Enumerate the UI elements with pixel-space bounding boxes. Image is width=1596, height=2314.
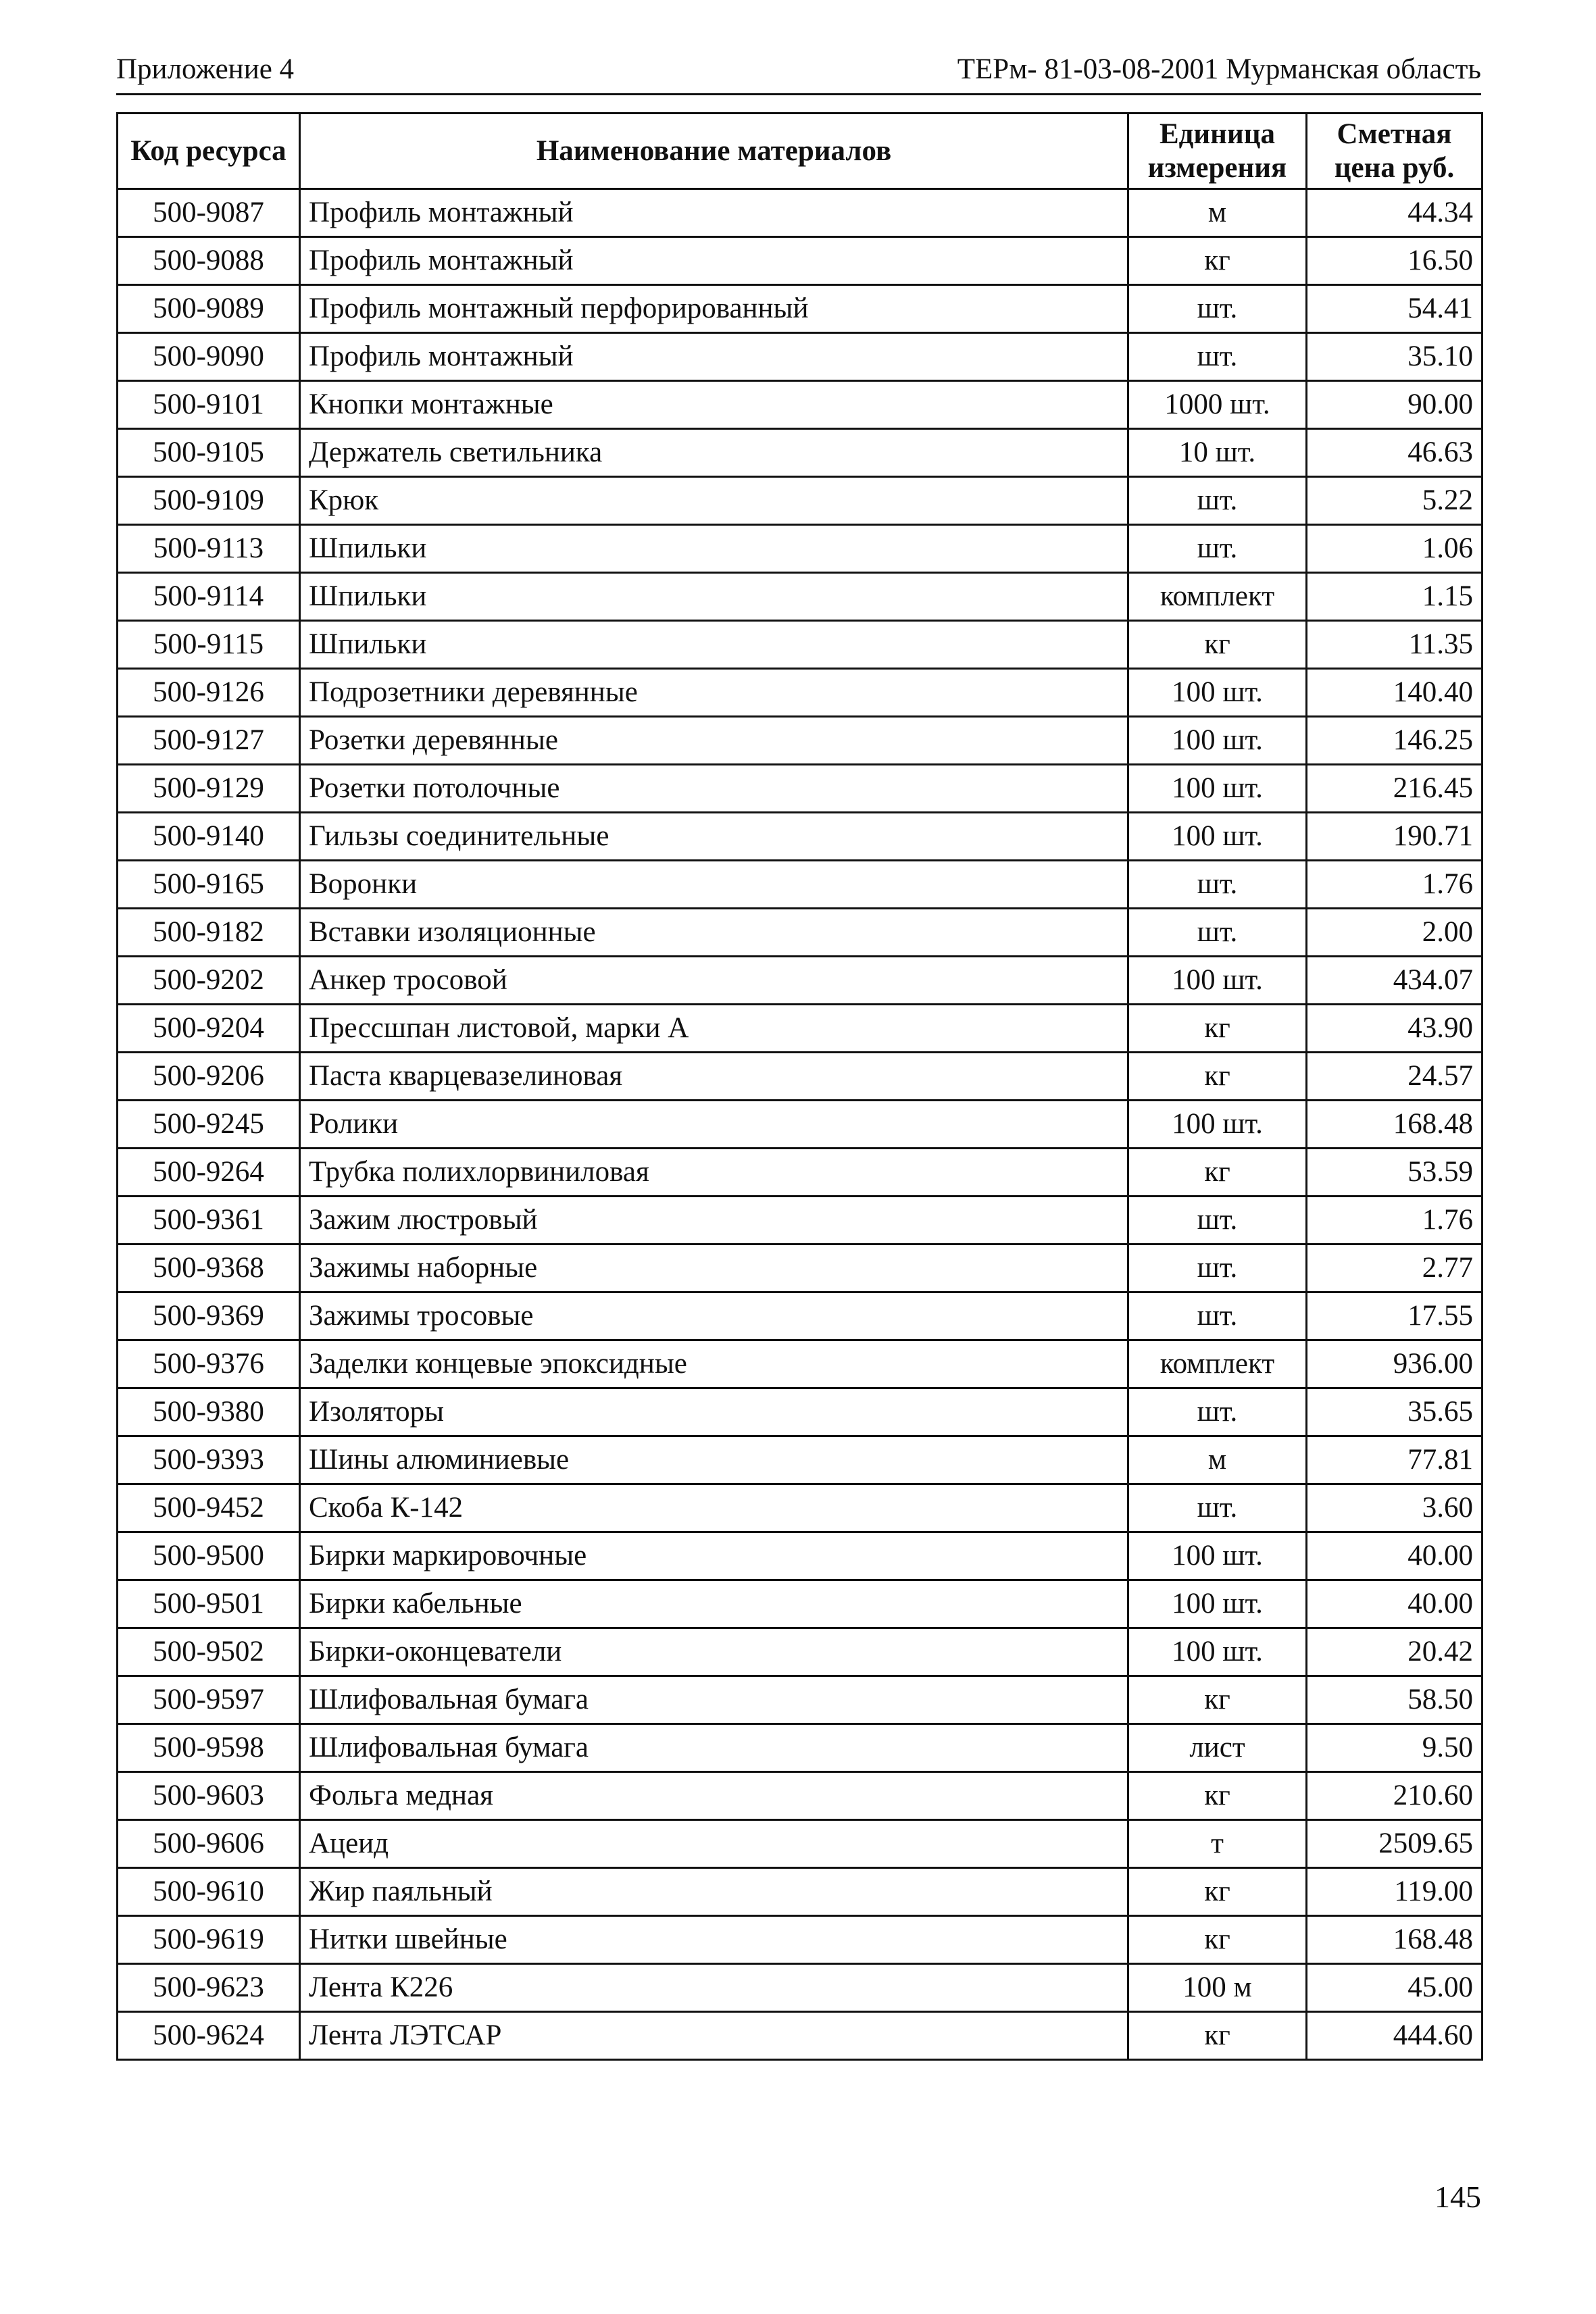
table-row xyxy=(118,237,1482,285)
cell-unit: шт. xyxy=(1128,477,1307,525)
cell-unit: 100 шт. xyxy=(1128,1580,1307,1628)
table-row xyxy=(118,1053,1482,1101)
cell-price: 17.55 xyxy=(1307,1292,1482,1340)
cell-name: Шины алюминиевые xyxy=(300,1436,1128,1484)
cell-unit: кг xyxy=(1128,1149,1307,1197)
table-header-row xyxy=(118,114,1482,189)
cell-code: 500-9126 xyxy=(118,669,300,717)
table-row xyxy=(118,2012,1482,2060)
cell-name: Шлифовальная бумага xyxy=(300,1724,1128,1772)
table-row xyxy=(118,1484,1482,1532)
cell-name: Шпильки xyxy=(300,621,1128,669)
table-row xyxy=(118,1676,1482,1724)
column-header-price-line1: Сметная xyxy=(1337,118,1452,150)
cell-price: 3.60 xyxy=(1307,1484,1482,1532)
table-row xyxy=(118,1724,1482,1772)
cell-name: Подрозетники деревянные xyxy=(300,669,1128,717)
table-row xyxy=(118,429,1482,477)
cell-code: 500-9113 xyxy=(118,525,300,573)
cell-price: 40.00 xyxy=(1307,1580,1482,1628)
column-header-unit-line2: измерения xyxy=(1147,151,1287,184)
table-row xyxy=(118,189,1482,237)
cell-code: 500-9090 xyxy=(118,333,300,381)
cell-name: Гильзы соединительные xyxy=(300,813,1128,861)
cell-unit: 100 м xyxy=(1128,1964,1307,2012)
cell-unit: комплект xyxy=(1128,1340,1307,1388)
cell-unit: кг xyxy=(1128,2012,1307,2060)
cell-price: 11.35 xyxy=(1307,621,1482,669)
table-row xyxy=(118,1772,1482,1820)
cell-name: Воронки xyxy=(300,861,1128,909)
cell-unit: т xyxy=(1128,1820,1307,1868)
cell-unit: 100 шт. xyxy=(1128,957,1307,1005)
table-row xyxy=(118,765,1482,813)
cell-code: 500-9264 xyxy=(118,1149,300,1197)
document-reference: ТЕРм- 81-03-08-2001 Мурманская область xyxy=(957,53,1481,85)
cell-code: 500-9606 xyxy=(118,1820,300,1868)
cell-price: 190.71 xyxy=(1307,813,1482,861)
cell-price: 16.50 xyxy=(1307,237,1482,285)
cell-name: Шлифовальная бумага xyxy=(300,1676,1128,1724)
table-row xyxy=(118,957,1482,1005)
table-row xyxy=(118,669,1482,717)
table-header xyxy=(118,114,1482,189)
cell-name: Жир паяльный xyxy=(300,1868,1128,1916)
cell-code: 500-9368 xyxy=(118,1244,300,1292)
cell-price: 90.00 xyxy=(1307,381,1482,429)
cell-unit: кг xyxy=(1128,1916,1307,1964)
table-row xyxy=(118,1197,1482,1244)
cell-code: 500-9129 xyxy=(118,765,300,813)
cell-unit: шт. xyxy=(1128,525,1307,573)
cell-unit: 100 шт. xyxy=(1128,1101,1307,1149)
cell-price: 216.45 xyxy=(1307,765,1482,813)
cell-name: Фольга медная xyxy=(300,1772,1128,1820)
cell-price: 2.00 xyxy=(1307,909,1482,957)
cell-name: Бирки маркировочные xyxy=(300,1532,1128,1580)
cell-code: 500-9114 xyxy=(118,573,300,621)
cell-code: 500-9597 xyxy=(118,1676,300,1724)
cell-name: Ацеид xyxy=(300,1820,1128,1868)
table-row xyxy=(118,909,1482,957)
table-row xyxy=(118,717,1482,765)
cell-code: 500-9101 xyxy=(118,381,300,429)
cell-price: 1.76 xyxy=(1307,861,1482,909)
cell-price: 46.63 xyxy=(1307,429,1482,477)
cell-name: Заделки концевые эпоксидные xyxy=(300,1340,1128,1388)
column-header-code: Код ресурса xyxy=(118,114,300,189)
cell-price: 2509.65 xyxy=(1307,1820,1482,1868)
cell-price: 1.76 xyxy=(1307,1197,1482,1244)
cell-price: 53.59 xyxy=(1307,1149,1482,1197)
table-row xyxy=(118,1005,1482,1053)
cell-name: Держатель светильника xyxy=(300,429,1128,477)
cell-unit: 100 шт. xyxy=(1128,1532,1307,1580)
cell-price: 444.60 xyxy=(1307,2012,1482,2060)
cell-unit: шт. xyxy=(1128,1244,1307,1292)
cell-price: 77.81 xyxy=(1307,1436,1482,1484)
cell-code: 500-9619 xyxy=(118,1916,300,1964)
cell-name: Крюк xyxy=(300,477,1128,525)
cell-code: 500-9610 xyxy=(118,1868,300,1916)
column-header-price xyxy=(1307,114,1482,189)
cell-code: 500-9361 xyxy=(118,1197,300,1244)
column-header-price-line2: цена руб. xyxy=(1334,151,1455,184)
cell-price: 35.65 xyxy=(1307,1388,1482,1436)
cell-name: Шпильки xyxy=(300,573,1128,621)
cell-unit: шт. xyxy=(1128,333,1307,381)
cell-code: 500-9501 xyxy=(118,1580,300,1628)
cell-price: 936.00 xyxy=(1307,1340,1482,1388)
cell-price: 119.00 xyxy=(1307,1868,1482,1916)
cell-name: Вставки изоляционные xyxy=(300,909,1128,957)
cell-unit: 1000 шт. xyxy=(1128,381,1307,429)
cell-unit: кг xyxy=(1128,1772,1307,1820)
cell-name: Розетки деревянные xyxy=(300,717,1128,765)
cell-name: Лента К226 xyxy=(300,1964,1128,2012)
cell-code: 500-9380 xyxy=(118,1388,300,1436)
cell-price: 168.48 xyxy=(1307,1916,1482,1964)
cell-price: 1.06 xyxy=(1307,525,1482,573)
cell-unit: кг xyxy=(1128,1053,1307,1101)
cell-code: 500-9165 xyxy=(118,861,300,909)
cell-name: Анкер тросовой xyxy=(300,957,1128,1005)
page-header xyxy=(116,49,1481,91)
cell-name: Профиль монтажный перфорированный xyxy=(300,285,1128,333)
cell-name: Прессшпан листовой, марки А xyxy=(300,1005,1128,1053)
column-header-name: Наименование материалов xyxy=(300,114,1128,189)
table-row xyxy=(118,1388,1482,1436)
column-header-unit-line1: Единица xyxy=(1159,118,1276,150)
cell-code: 500-9206 xyxy=(118,1053,300,1101)
cell-price: 434.07 xyxy=(1307,957,1482,1005)
page-number: 145 xyxy=(1435,2180,1481,2214)
table-row xyxy=(118,333,1482,381)
cell-name: Трубка полихлорвиниловая xyxy=(300,1149,1128,1197)
cell-unit: шт. xyxy=(1128,1197,1307,1244)
materials-table xyxy=(116,112,1483,2061)
cell-unit: м xyxy=(1128,189,1307,237)
cell-name: Изоляторы xyxy=(300,1388,1128,1436)
table-body xyxy=(118,189,1482,2060)
cell-unit: 10 шт. xyxy=(1128,429,1307,477)
cell-price: 168.48 xyxy=(1307,1101,1482,1149)
cell-name: Профиль монтажный xyxy=(300,333,1128,381)
cell-name: Розетки потолочные xyxy=(300,765,1128,813)
cell-price: 9.50 xyxy=(1307,1724,1482,1772)
table-row xyxy=(118,861,1482,909)
table-row xyxy=(118,1580,1482,1628)
cell-unit: кг xyxy=(1128,1676,1307,1724)
table-row xyxy=(118,1628,1482,1676)
cell-name: Шпильки xyxy=(300,525,1128,573)
cell-unit: кг xyxy=(1128,237,1307,285)
cell-code: 500-9376 xyxy=(118,1340,300,1388)
cell-unit: шт. xyxy=(1128,909,1307,957)
cell-unit: 100 шт. xyxy=(1128,669,1307,717)
cell-price: 54.41 xyxy=(1307,285,1482,333)
table-row xyxy=(118,285,1482,333)
cell-unit: кг xyxy=(1128,1005,1307,1053)
cell-price: 146.25 xyxy=(1307,717,1482,765)
cell-code: 500-9182 xyxy=(118,909,300,957)
cell-name: Профиль монтажный xyxy=(300,237,1128,285)
cell-name: Паста кварцевазелиновая xyxy=(300,1053,1128,1101)
cell-code: 500-9202 xyxy=(118,957,300,1005)
cell-code: 500-9089 xyxy=(118,285,300,333)
cell-name: Бирки-оконцеватели xyxy=(300,1628,1128,1676)
table-row xyxy=(118,621,1482,669)
cell-name: Бирки кабельные xyxy=(300,1580,1128,1628)
cell-name: Зажимы тросовые xyxy=(300,1292,1128,1340)
cell-name: Нитки швейные xyxy=(300,1916,1128,1964)
cell-name: Зажим люстровый xyxy=(300,1197,1128,1244)
table-row xyxy=(118,477,1482,525)
table-row xyxy=(118,1340,1482,1388)
cell-price: 2.77 xyxy=(1307,1244,1482,1292)
table-row xyxy=(118,813,1482,861)
cell-price: 58.50 xyxy=(1307,1676,1482,1724)
cell-unit: 100 шт. xyxy=(1128,813,1307,861)
cell-unit: комплект xyxy=(1128,573,1307,621)
table-row xyxy=(118,1964,1482,2012)
cell-unit: шт. xyxy=(1128,861,1307,909)
cell-price: 35.10 xyxy=(1307,333,1482,381)
cell-code: 500-9369 xyxy=(118,1292,300,1340)
cell-code: 500-9109 xyxy=(118,477,300,525)
cell-code: 500-9623 xyxy=(118,1964,300,2012)
cell-unit: 100 шт. xyxy=(1128,717,1307,765)
cell-name: Скоба К-142 xyxy=(300,1484,1128,1532)
cell-code: 500-9598 xyxy=(118,1724,300,1772)
table-row xyxy=(118,525,1482,573)
table-row xyxy=(118,1101,1482,1149)
cell-name: Профиль монтажный xyxy=(300,189,1128,237)
header-divider xyxy=(116,93,1481,95)
cell-name: Лента ЛЭТСАР xyxy=(300,2012,1128,2060)
cell-code: 500-9500 xyxy=(118,1532,300,1580)
cell-code: 500-9624 xyxy=(118,2012,300,2060)
cell-code: 500-9502 xyxy=(118,1628,300,1676)
table-row xyxy=(118,1292,1482,1340)
table-row xyxy=(118,1532,1482,1580)
table-row xyxy=(118,1916,1482,1964)
cell-price: 210.60 xyxy=(1307,1772,1482,1820)
cell-unit: 100 шт. xyxy=(1128,1628,1307,1676)
cell-unit: кг xyxy=(1128,1868,1307,1916)
table-row xyxy=(118,1149,1482,1197)
cell-price: 45.00 xyxy=(1307,1964,1482,2012)
cell-price: 5.22 xyxy=(1307,477,1482,525)
cell-unit: лист xyxy=(1128,1724,1307,1772)
appendix-label: Приложение 4 xyxy=(116,53,295,85)
table-row xyxy=(118,1436,1482,1484)
cell-code: 500-9204 xyxy=(118,1005,300,1053)
cell-code: 500-9603 xyxy=(118,1772,300,1820)
cell-unit: шт. xyxy=(1128,285,1307,333)
cell-price: 140.40 xyxy=(1307,669,1482,717)
cell-code: 500-9393 xyxy=(118,1436,300,1484)
cell-unit: шт. xyxy=(1128,1292,1307,1340)
cell-code: 500-9140 xyxy=(118,813,300,861)
cell-unit: шт. xyxy=(1128,1484,1307,1532)
cell-code: 500-9452 xyxy=(118,1484,300,1532)
table-row xyxy=(118,1868,1482,1916)
cell-price: 43.90 xyxy=(1307,1005,1482,1053)
cell-unit: кг xyxy=(1128,621,1307,669)
cell-code: 500-9127 xyxy=(118,717,300,765)
cell-price: 44.34 xyxy=(1307,189,1482,237)
table-row xyxy=(118,381,1482,429)
table-row xyxy=(118,1244,1482,1292)
cell-code: 500-9088 xyxy=(118,237,300,285)
cell-name: Зажимы наборные xyxy=(300,1244,1128,1292)
cell-code: 500-9087 xyxy=(118,189,300,237)
cell-price: 40.00 xyxy=(1307,1532,1482,1580)
cell-code: 500-9115 xyxy=(118,621,300,669)
cell-unit: шт. xyxy=(1128,1388,1307,1436)
cell-price: 1.15 xyxy=(1307,573,1482,621)
cell-price: 20.42 xyxy=(1307,1628,1482,1676)
cell-code: 500-9245 xyxy=(118,1101,300,1149)
cell-unit: 100 шт. xyxy=(1128,765,1307,813)
cell-name: Ролики xyxy=(300,1101,1128,1149)
cell-name: Кнопки монтажные xyxy=(300,381,1128,429)
cell-code: 500-9105 xyxy=(118,429,300,477)
column-header-unit xyxy=(1128,114,1307,189)
table-row xyxy=(118,573,1482,621)
table-row xyxy=(118,1820,1482,1868)
cell-unit: м xyxy=(1128,1436,1307,1484)
cell-price: 24.57 xyxy=(1307,1053,1482,1101)
